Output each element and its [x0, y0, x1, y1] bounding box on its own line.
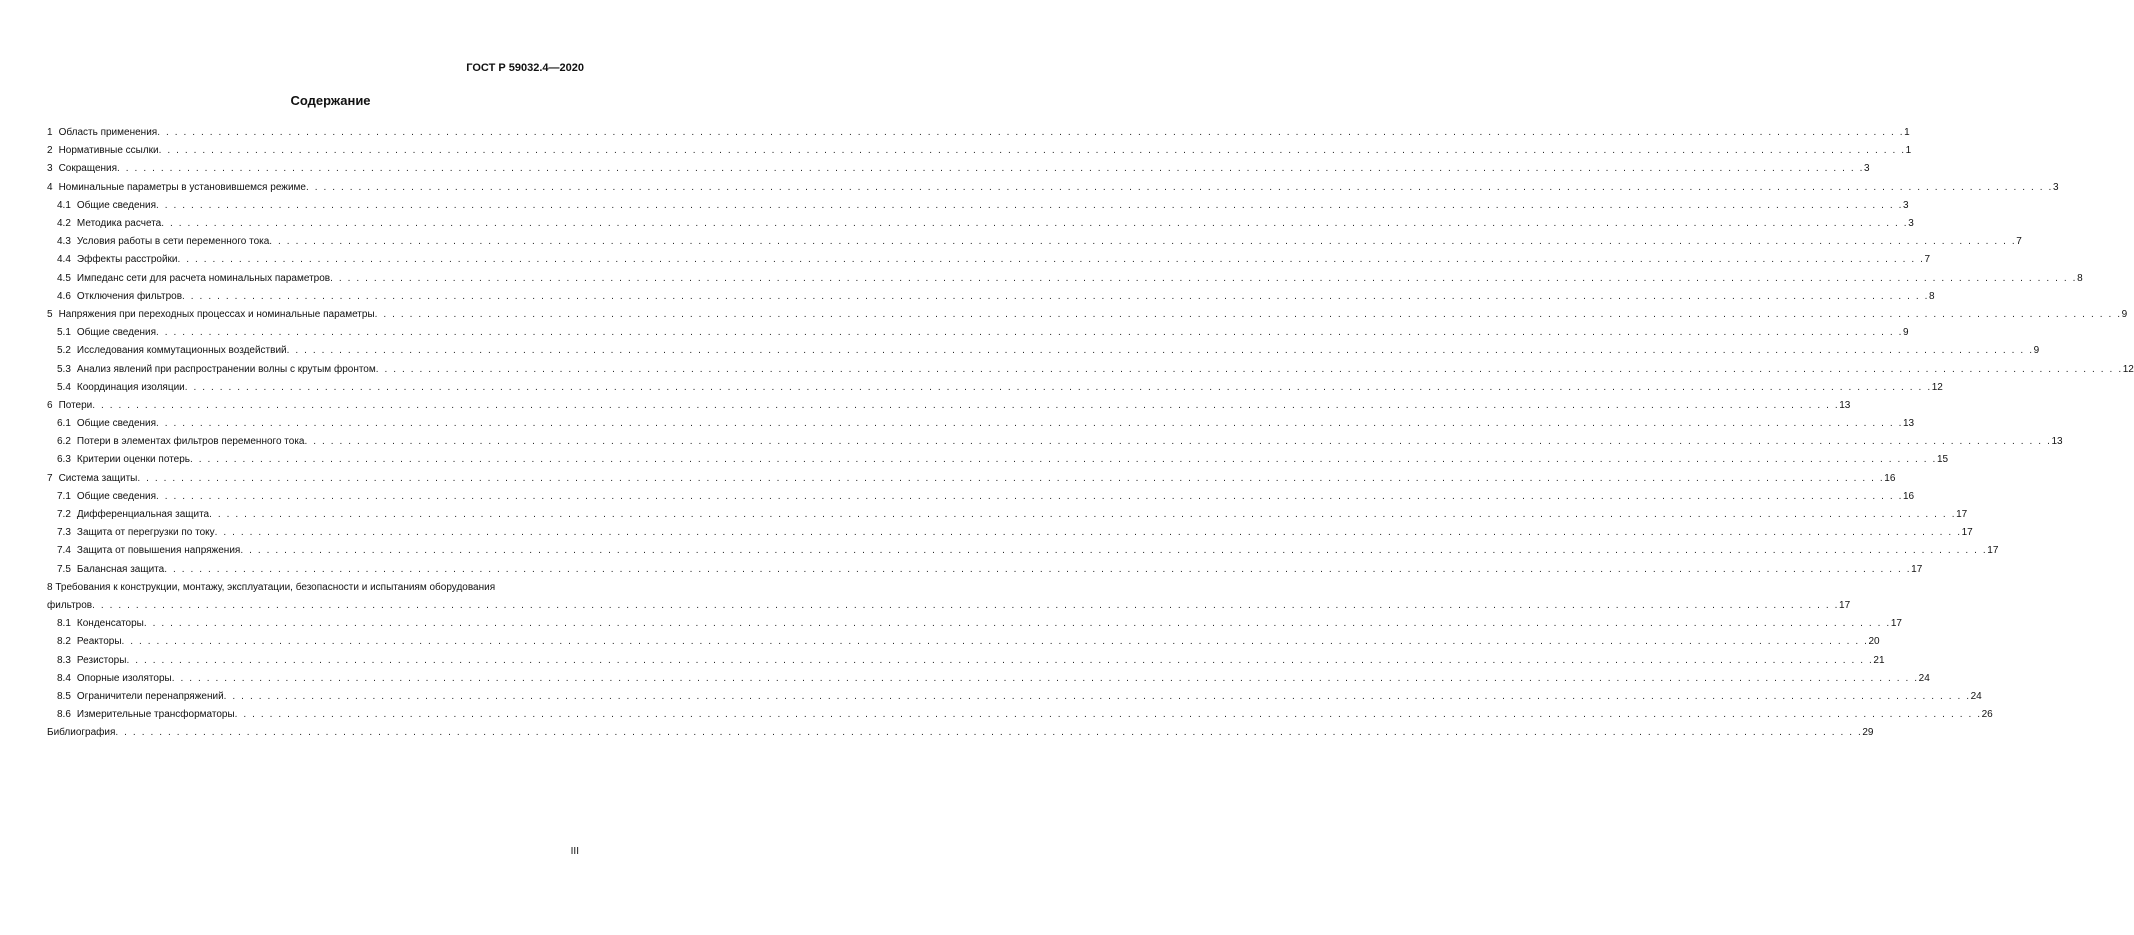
toc-entry-label: Общие сведения — [76, 199, 157, 211]
toc-entry-number: 8.4 — [57, 672, 71, 684]
toc-leader-dots: . . . . . . . . . . . . . . . . . . . . . . . . . . . . . . . . . . . . . . . . . . . . . . . . . . . . . . . . . . . . . . . . . . . . . . . . . . . . . . . . . . . . . . . . . . . . . . . . . . . . . . . . . . . . . . . . . . . . . . . . . . . . . . . . . . . . . . . . . . . . . . . . . . . . . . . . . . . . . . . . . . . . . . . . . . . . . . . . . . . . . . . . . . . . . . . . . . . . . . . . — [126, 654, 1874, 666]
toc-entry-page: 9 — [1902, 327, 1909, 339]
toc-entry[interactable] — [47, 270, 2083, 288]
toc-entry-number: 2 — [47, 145, 53, 157]
toc-entry-label: Область применения — [58, 127, 158, 139]
toc-leader-dots: . . . . . . . . . . . . . . . . . . . . . . . . . . . . . . . . . . . . . . . . . . . . . . . . . . . . . . . . . . . . . . . . . . . . . . . . . . . . . . . . . . . . . . . . . . . . . . . . . . . . . . . . . . . . . . . . . . . . . . . . . . . . . . . . . . . . . . . . . . . . . . . . . . . . . . . . . . . . . . . . . . . . . . . . . . . . . . . . . . . . . . . . . . . . . . . . . . . . . . . . — [121, 636, 1869, 648]
toc-entry[interactable] — [47, 506, 1968, 524]
toc-leader-dots: . . . . . . . . . . . . . . . . . . . . . . . . . . . . . . . . . . . . . . . . . . . . . . . . . . . . . . . . . . . . . . . . . . . . . . . . . . . . . . . . . . . . . . . . . . . . . . . . . . . . . . . . . . . . . . . . . . . . . . . . . . . . . . . . . . . . . . . . . . . . . . . . . . . . . . . . . . . . . . . . . . . . . . . . . . . . . . . . . . . . . . . . . . . . . . . . . . . . . . . . — [305, 181, 2053, 193]
toc-leader-dots: . . . . . . . . . . . . . . . . . . . . . . . . . . . . . . . . . . . . . . . . . . . . . . . . . . . . . . . . . . . . . . . . . . . . . . . . . . . . . . . . . . . . . . . . . . . . . . . . . . . . . . . . . . . . . . . . . . . . . . . . . . . . . . . . . . . . . . . . . . . . . . . . . . . . . . . . . . . . . . . . . . . . . . . . . . . . . . . . . . . . . . . . . . . . . . . . . . . . . . . . — [286, 345, 2034, 357]
toc-entry[interactable] — [47, 542, 1999, 560]
toc-entry-label: Сокращения — [58, 163, 118, 175]
toc-entry-number: 7.3 — [57, 527, 71, 539]
toc-entry-label: Методика расчета — [76, 218, 162, 230]
toc-leader-dots: . . . . . . . . . . . . . . . . . . . . . . . . . . . . . . . . . . . . . . . . . . . . . . . . . . . . . . . . . . . . . . . . . . . . . . . . . . . . . . . . . . . . . . . . . . . . . . . . . . . . . . . . . . . . . . . . . . . . . . . . . . . . . . . . . . . . . . . . . . . . . . . . . . . . . . . . . . . . . . . . . . . . . . . . . . . . . . . . . . . . . . . . . . . . . . . . . . . . . . . . — [330, 272, 2078, 284]
toc-entry-page: 17 — [1961, 527, 1973, 539]
toc-entry-page: 16 — [1902, 490, 1915, 502]
toc-entry-number: 4.2 — [57, 218, 71, 230]
toc-entry-label: Анализ явлений при распространении волны с крутым фронтом — [76, 363, 376, 375]
toc-entry-label: Потери — [58, 399, 93, 411]
toc-entry-number: 7.5 — [57, 563, 71, 575]
page-number: III — [570, 846, 579, 857]
toc-entry[interactable] — [47, 215, 1914, 233]
toc-entry[interactable] — [47, 615, 1902, 633]
toc-entry-label: Нормативные ссылки — [58, 145, 159, 157]
toc-leader-dots: . . . . . . . . . . . . . . . . . . . . . . . . . . . . . . . . . . . . . . . . . . . . . . . . . . . . . . . . . . . . . . . . . . . . . . . . . . . . . . . . . . . . . . . . . . . . . . . . . . . . . . . . . . . . . . . . . . . . . . . . . . . . . . . . . . . . . . . . . . . . . . . . . . . . . . . . . . . . . . . . . . . . . . . . . . . . . . . . . . . . . . . . . . . . . . . . . . . . . . . . — [161, 218, 1909, 230]
toc-entry-label: Общие сведения — [76, 490, 157, 502]
toc-leader-dots: . . . . . . . . . . . . . . . . . . . . . . . . . . . . . . . . . . . . . . . . . . . . . . . . . . . . . . . . . . . . . . . . . . . . . . . . . . . . . . . . . . . . . . . . . . . . . . . . . . . . . . . . . . . . . . . . . . . . . . . . . . . . . . . . . . . . . . . . . . . . . . . . . . . . . . . . . . . . . . . . . . . . . . . . . . . . . . . . . . . . . . . . . . . . . . . . . . . . . . . . — [117, 163, 1864, 175]
toc-leader-dots: . . . . . . . . . . . . . . . . . . . . . . . . . . . . . . . . . . . . . . . . . . . . . . . . . . . . . . . . . . . . . . . . . . . . . . . . . . . . . . . . . . . . . . . . . . . . . . . . . . . . . . . . . . . . . . . . . . . . . . . . . . . . . . . . . . . . . . . . . . . . . . . . . . . . . . . . . . . . . . . . . . . . . . . . . . . . . . . . . . . . . . . . . . . . . . . . . . . . . . . . — [92, 599, 1840, 611]
toc-entry-label: Требования к конструкции, монтажу, эксплуатации, безопасности и испытаниям оборудования — [55, 581, 496, 593]
toc-entry-label: Условия работы в сети переменного тока — [76, 236, 270, 248]
toc-entry[interactable] — [47, 360, 2134, 378]
toc-entry[interactable] — [47, 433, 2063, 451]
toc-entry-label: Эффекты расстройки — [76, 254, 178, 266]
toc-entry[interactable] — [47, 379, 1943, 397]
document-code: ГОСТ Р 59032.4—2020 — [466, 62, 584, 74]
toc-entry-number: 7.4 — [57, 545, 71, 557]
toc-entry-number: 5 — [47, 308, 53, 320]
toc-entry[interactable] — [47, 251, 1931, 269]
toc-leader-dots: . . . . . . . . . . . . . . . . . . . . . . . . . . . . . . . . . . . . . . . . . . . . . . . . . . . . . . . . . . . . . . . . . . . . . . . . . . . . . . . . . . . . . . . . . . . . . . . . . . . . . . . . . . . . . . . . . . . . . . . . . . . . . . . . . . . . . . . . . . . . . . . . . . . . . . . . . . . . . . . . . . . . . . . . . . . . . . . . . . . . . . . . . . . . . . . . . . . . . . . . — [214, 527, 1962, 539]
toc-entry-label: Номинальные параметры в установившемся режиме — [58, 181, 306, 193]
toc-entry-page: 13 — [1902, 418, 1915, 430]
toc-entry[interactable] — [47, 197, 1909, 215]
toc-entry[interactable] — [47, 706, 1993, 724]
toc-leader-dots: . . . . . . . . . . . . . . . . . . . . . . . . . . . . . . . . . . . . . . . . . . . . . . . . . . . . . . . . . . . . . . . . . . . . . . . . . . . . . . . . . . . . . . . . . . . . . . . . . . . . . . . . . . . . . . . . . . . . . . . . . . . . . . . . . . . . . . . . . . . . . . . . . . . . . . . . . . . . . . . . . . . . . . . . . . . . . . . . . . . . . . . . . . . . . . . . . . . . . . . . — [269, 236, 2017, 248]
toc-entry-page: 15 — [1936, 454, 1949, 466]
toc-entry[interactable] — [47, 124, 1910, 142]
toc-entry-number: 1 — [47, 127, 53, 139]
page-title: Содержание — [290, 93, 371, 108]
toc-leader-dots: . . . . . . . . . . . . . . . . . . . . . . . . . . . . . . . . . . . . . . . . . . . . . . . . . . . . . . . . . . . . . . . . . . . . . . . . . . . . . . . . . . . . . . . . . . . . . . . . . . . . . . . . . . . . . . . . . . . . . . . . . . . . . . . . . . . . . . . . . . . . . . . . . . . . . . . . . . . . . . . . . . . . . . . . . . . . . . . . . . . . . . . . . . . . . . . . . . . . . . . . — [182, 290, 1929, 302]
toc-entry-page: 17 — [1911, 563, 1923, 575]
toc-leader-dots: . . . . . . . . . . . . . . . . . . . . . . . . . . . . . . . . . . . . . . . . . . . . . . . . . . . . . . . . . . . . . . . . . . . . . . . . . . . . . . . . . . . . . . . . . . . . . . . . . . . . . . . . . . . . . . . . . . . . . . . . . . . . . . . . . . . . . . . . . . . . . . . . . . . . . . . . . . . . . . . . . . . . . . . . . . . . . . . . . . . . . . . . . . . . . . . . . . . . . . . . — [209, 509, 1957, 521]
toc-entry[interactable] — [47, 306, 2128, 324]
toc-entry[interactable] — [47, 324, 1909, 342]
toc-entry-page: 3 — [1864, 163, 1870, 175]
toc-entry-label: Измерительные трансформаторы — [76, 709, 235, 721]
toc-leader-dots: . . . . . . . . . . . . . . . . . . . . . . . . . . . . . . . . . . . . . . . . . . . . . . . . . . . . . . . . . . . . . . . . . . . . . . . . . . . . . . . . . . . . . . . . . . . . . . . . . . . . . . . . . . . . . . . . . . . . . . . . . . . . . . . . . . . . . . . . . . . . . . . . . . . . . . . . . . . . . . . . . . . . . . . . . . . . . . . . . . . . . . . . . . . . . . . . . . . . . . . . — [115, 727, 1863, 739]
toc-entry-page: 13 — [2051, 436, 2063, 448]
toc-entry-page: 8 — [2077, 272, 2083, 284]
toc-entry-page: 20 — [1868, 636, 1880, 648]
toc-entry-number: 3 — [47, 163, 53, 175]
toc-entry-label: Дифференциальная защита — [76, 509, 210, 521]
toc-leader-dots: . . . . . . . . . . . . . . . . . . . . . . . . . . . . . . . . . . . . . . . . . . . . . . . . . . . . . . . . . . . . . . . . . . . . . . . . . . . . . . . . . . . . . . . . . . . . . . . . . . . . . . . . . . . . . . . . . . . . . . . . . . . . . . . . . . . . . . . . . . . . . . . . . . . . . . . . . . . . . . . . . . . . . . . . . . . . . . . . . . . . . . . . . . . . . . . . . . . . . . . . — [156, 490, 1903, 502]
toc-leader-dots: . . . . . . . . . . . . . . . . . . . . . . . . . . . . . . . . . . . . . . . . . . . . . . . . . . . . . . . . . . . . . . . . . . . . . . . . . . . . . . . . . . . . . . . . . . . . . . . . . . . . . . . . . . . . . . . . . . . . . . . . . . . . . . . . . . . . . . . . . . . . . . . . . . . . . . . . . . . . . . . . . . . . . . . . . . . . . . . . . . . . . . . . . . . . . . . . . . . . . . . . — [137, 472, 1885, 484]
toc-entry-number: 5.2 — [57, 345, 71, 357]
toc-entry-page: 9 — [2121, 308, 2128, 320]
toc-entry[interactable] — [47, 288, 1935, 306]
toc-entry-page: 16 — [1884, 472, 1896, 484]
toc-entry[interactable] — [47, 633, 1880, 651]
toc-entry-number: 7 — [47, 472, 53, 484]
toc-entry[interactable] — [47, 597, 1851, 615]
toc-entry[interactable] — [47, 488, 1915, 506]
toc-leader-dots: . . . . . . . . . . . . . . . . . . . . . . . . . . . . . . . . . . . . . . . . . . . . . . . . . . . . . . . . . . . . . . . . . . . . . . . . . . . . . . . . . . . . . . . . . . . . . . . . . . . . . . . . . . . . . . . . . . . . . . . . . . . . . . . . . . . . . . . . . . . . . . . . . . . . . . . . . . . . . . . . . . . . . . . . . . . . . . . . . . . . . . . . . . . . . . . . . . . . . . . . — [304, 436, 2052, 448]
toc-entry-label: Защита от перегрузки по току — [76, 527, 215, 539]
toc-entry[interactable] — [47, 561, 1923, 579]
toc-entry-number: 4.3 — [57, 236, 71, 248]
toc-entry-label: Конденсаторы — [76, 618, 144, 630]
toc-entry-label: Ограничители перенапряжений — [76, 690, 224, 702]
toc-entry-label: Напряжения при переходных процессах и номинальные параметры — [58, 308, 375, 320]
toc-entry-number: 7.1 — [57, 490, 71, 502]
toc-leader-dots: . . . . . . . . . . . . . . . . . . . . . . . . . . . . . . . . . . . . . . . . . . . . . . . . . . . . . . . . . . . . . . . . . . . . . . . . . . . . . . . . . . . . . . . . . . . . . . . . . . . . . . . . . . . . . . . . . . . . . . . . . . . . . . . . . . . . . . . . . . . . . . . . . . . . . . . . . . . . . . . . . . . . . . . . . . . . . . . . . . . . . . . . . . . . . . . . . . . . . . . . — [184, 381, 1932, 393]
toc-entry[interactable] — [47, 724, 1874, 742]
toc-entry-page: 17 — [1956, 509, 1968, 521]
toc-leader-dots: . . . . . . . . . . . . . . . . . . . . . . . . . . . . . . . . . . . . . . . . . . . . . . . . . . . . . . . . . . . . . . . . . . . . . . . . . . . . . . . . . . . . . . . . . . . . . . . . . . . . . . . . . . . . . . . . . . . . . . . . . . . . . . . . . . . . . . . . . . . . . . . . . . . . . . . . . . . . . . . . . . . . . . . . . . . . . . . . . . . . . . . . . . . . . . . . . . . . . . . . — [157, 127, 1905, 139]
toc-entry-number: 6.2 — [57, 436, 71, 448]
toc-entry[interactable] — [47, 415, 1915, 433]
toc-entry-label: Защита от повышения напряжения — [76, 545, 241, 557]
toc-entry-label: Потери в элементах фильтров переменного тока — [76, 436, 305, 448]
toc-entry-page: 7 — [1924, 254, 1931, 266]
toc-entry-page: 3 — [1908, 218, 1914, 230]
toc-entry-number: 7.2 — [57, 509, 71, 521]
toc-entry-label: Балансная защита — [76, 563, 165, 575]
toc-entry-page: 12 — [2122, 363, 2134, 375]
toc-entry-page: 17 — [1890, 618, 1902, 630]
toc-leader-dots: . . . . . . . . . . . . . . . . . . . . . . . . . . . . . . . . . . . . . . . . . . . . . . . . . . . . . . . . . . . . . . . . . . . . . . . . . . . . . . . . . . . . . . . . . . . . . . . . . . . . . . . . . . . . . . . . . . . . . . . . . . . . . . . . . . . . . . . . . . . . . . . . . . . . . . . . . . . . . . . . . . . . . . . . . . . . . . . . . . . . . . . . . . . . . . . . . . . . . . . . — [171, 672, 1919, 684]
toc-entry-text[interactable] — [47, 579, 577, 597]
toc-entry-page: 12 — [1931, 381, 1943, 393]
toc-entry-page: 26 — [1981, 709, 1993, 721]
toc-entry[interactable] — [47, 142, 1912, 160]
toc-entry-number: 8.5 — [57, 690, 71, 702]
toc-entry[interactable] — [47, 524, 1973, 542]
toc-leader-dots: . . . . . . . . . . . . . . . . . . . . . . . . . . . . . . . . . . . . . . . . . . . . . . . . . . . . . . . . . . . . . . . . . . . . . . . . . . . . . . . . . . . . . . . . . . . . . . . . . . . . . . . . . . . . . . . . . . . . . . . . . . . . . . . . . . . . . . . . . . . . . . . . . . . . . . . . . . . . . . . . . . . . . . . . . . . . . . . . . . . . . . . . . . . . . . . . . . . . . . . . — [375, 363, 2123, 375]
toc-entry-label: Отключения фильтров — [76, 290, 183, 302]
toc-entry-number: 6.1 — [57, 418, 71, 430]
toc-entry[interactable] — [47, 451, 1949, 469]
toc-entry-label: Импеданс сети для расчета номинальных параметров — [76, 272, 331, 284]
toc-entry-label-continued: фильтров — [47, 599, 93, 611]
toc-entry-page: 9 — [2033, 345, 2040, 357]
toc-entry[interactable] — [47, 342, 2040, 360]
toc-entry-label: Общие сведения — [76, 327, 157, 339]
toc-entry-page: 3 — [2052, 181, 2059, 193]
toc-entry-page: 17 — [1987, 545, 1999, 557]
toc-entry-label: Реакторы — [76, 636, 122, 648]
toc-leader-dots: . . . . . . . . . . . . . . . . . . . . . . . . . . . . . . . . . . . . . . . . . . . . . . . . . . . . . . . . . . . . . . . . . . . . . . . . . . . . . . . . . . . . . . . . . . . . . . . . . . . . . . . . . . . . . . . . . . . . . . . . . . . . . . . . . . . . . . . . . . . . . . . . . . . . . . . . . . . . . . . . . . . . . . . . . . . . . . . . . . . . . . . . . . . . . . . . . . . . . . . . — [189, 454, 1937, 466]
toc-entry-label: Опорные изоляторы — [76, 672, 172, 684]
toc-entry-label: Резисторы — [76, 654, 127, 666]
toc-entry-page: 3 — [1902, 199, 1909, 211]
toc-entry-number: 4.1 — [57, 199, 71, 211]
toc-entry-page: 1 — [1904, 127, 1910, 139]
toc-entry-label: Координация изоляции — [76, 381, 185, 393]
toc-leader-dots: . . . . . . . . . . . . . . . . . . . . . . . . . . . . . . . . . . . . . . . . . . . . . . . . . . . . . . . . . . . . . . . . . . . . . . . . . . . . . . . . . . . . . . . . . . . . . . . . . . . . . . . . . . . . . . . . . . . . . . . . . . . . . . . . . . . . . . . . . . . . . . . . . . . . . . . . . . . . . . . . . . . . . . . . . . . . . . . . . . . . . . . . . . . . . . . . . . . . . . . . — [234, 709, 1982, 721]
toc-entry-number: 8 — [47, 581, 53, 593]
toc-leader-dots: . . . . . . . . . . . . . . . . . . . . . . . . . . . . . . . . . . . . . . . . . . . . . . . . . . . . . . . . . . . . . . . . . . . . . . . . . . . . . . . . . . . . . . . . . . . . . . . . . . . . . . . . . . . . . . . . . . . . . . . . . . . . . . . . . . . . . . . . . . . . . . . . . . . . . . . . . . . . . . . . . . . . . . . . . . . . . . . . . . . . . . . . . . . . . . . . . . . . . . . . — [156, 418, 1903, 430]
toc-entry-page: 1 — [1905, 145, 1912, 157]
toc-entry-number: 4.4 — [57, 254, 71, 266]
toc-entry-page: 17 — [1839, 599, 1851, 611]
toc-leader-dots: . . . . . . . . . . . . . . . . . . . . . . . . . . . . . . . . . . . . . . . . . . . . . . . . . . . . . . . . . . . . . . . . . . . . . . . . . . . . . . . . . . . . . . . . . . . . . . . . . . . . . . . . . . . . . . . . . . . . . . . . . . . . . . . . . . . . . . . . . . . . . . . . . . . . . . . . . . . . . . . . . . . . . . . . . . . . . . . . . . . . . . . . . . . . . . . . . . . . . . . . — [240, 545, 1988, 557]
toc-leader-dots: . . . . . . . . . . . . . . . . . . . . . . . . . . . . . . . . . . . . . . . . . . . . . . . . . . . . . . . . . . . . . . . . . . . . . . . . . . . . . . . . . . . . . . . . . . . . . . . . . . . . . . . . . . . . . . . . . . . . . . . . . . . . . . . . . . . . . . . . . . . . . . . . . . . . . . . . . . . . . . . . . . . . . . . . . . . . . . . . . . . . . . . . . . . . . . . . . . . . . . . . — [156, 327, 1903, 339]
toc-entry-number: 5.3 — [57, 363, 71, 375]
toc-entry-number: 8.1 — [57, 618, 71, 630]
table-of-contents — [47, 124, 2134, 742]
toc-entry-number: 8.3 — [57, 654, 71, 666]
toc-entry-page: 13 — [1839, 399, 1851, 411]
toc-entry-label: Библиография — [47, 727, 116, 739]
toc-entry[interactable] — [47, 160, 1870, 178]
toc-entry-label: Критерии оценки потерь — [76, 454, 190, 466]
toc-entry-page: 29 — [1862, 727, 1874, 739]
toc-entry-page: 24 — [1918, 672, 1930, 684]
toc-entry-page: 24 — [1970, 690, 1982, 702]
toc-entry[interactable] — [47, 233, 2022, 251]
toc-entry-number: 6 — [47, 399, 53, 411]
toc-entry[interactable] — [47, 397, 1851, 415]
toc-entry-number: 4.5 — [57, 272, 71, 284]
toc-leader-dots: . . . . . . . . . . . . . . . . . . . . . . . . . . . . . . . . . . . . . . . . . . . . . . . . . . . . . . . . . . . . . . . . . . . . . . . . . . . . . . . . . . . . . . . . . . . . . . . . . . . . . . . . . . . . . . . . . . . . . . . . . . . . . . . . . . . . . . . . . . . . . . . . . . . . . . . . . . . . . . . . . . . . . . . . . . . . . . . . . . . . . . . . . . . . . . . . . . . . . . . . — [164, 563, 1912, 575]
toc-entry-number: 5.1 — [57, 327, 71, 339]
toc-leader-dots: . . . . . . . . . . . . . . . . . . . . . . . . . . . . . . . . . . . . . . . . . . . . . . . . . . . . . . . . . . . . . . . . . . . . . . . . . . . . . . . . . . . . . . . . . . . . . . . . . . . . . . . . . . . . . . . . . . . . . . . . . . . . . . . . . . . . . . . . . . . . . . . . . . . . . . . . . . . . . . . . . . . . . . . . . . . . . . . . . . . . . . . . . . . . . . . . . . . . . . . . — [92, 399, 1840, 411]
toc-entry-label: Общие сведения — [76, 418, 157, 430]
toc-entry-page: 7 — [2016, 236, 2022, 248]
toc-entry-number: 8.2 — [57, 636, 71, 648]
toc-entry-number: 4 — [47, 181, 53, 193]
toc-entry-number: 6.3 — [57, 454, 71, 466]
toc-entry-page: 8 — [1929, 290, 1935, 302]
toc-leader-dots: . . . . . . . . . . . . . . . . . . . . . . . . . . . . . . . . . . . . . . . . . . . . . . . . . . . . . . . . . . . . . . . . . . . . . . . . . . . . . . . . . . . . . . . . . . . . . . . . . . . . . . . . . . . . . . . . . . . . . . . . . . . . . . . . . . . . . . . . . . . . . . . . . . . . . . . . . . . . . . . . . . . . . . . . . . . . . . . . . . . . . . . . . . . . . . . . . . . . . . . . — [177, 254, 1925, 266]
toc-leader-dots: . . . . . . . . . . . . . . . . . . . . . . . . . . . . . . . . . . . . . . . . . . . . . . . . . . . . . . . . . . . . . . . . . . . . . . . . . . . . . . . . . . . . . . . . . . . . . . . . . . . . . . . . . . . . . . . . . . . . . . . . . . . . . . . . . . . . . . . . . . . . . . . . . . . . . . . . . . . . . . . . . . . . . . . . . . . . . . . . . . . . . . . . . . . . . . . . . . . . . . . . — [143, 618, 1891, 630]
toc-entry[interactable] — [47, 651, 1885, 669]
toc-leader-dots: . . . . . . . . . . . . . . . . . . . . . . . . . . . . . . . . . . . . . . . . . . . . . . . . . . . . . . . . . . . . . . . . . . . . . . . . . . . . . . . . . . . . . . . . . . . . . . . . . . . . . . . . . . . . . . . . . . . . . . . . . . . . . . . . . . . . . . . . . . . . . . . . . . . . . . . . . . . . . . . . . . . . . . . . . . . . . . . . . . . . . . . . . . . . . . . . . . . . . . . . — [158, 145, 1906, 157]
toc-entry[interactable] — [47, 470, 1896, 488]
toc-leader-dots: . . . . . . . . . . . . . . . . . . . . . . . . . . . . . . . . . . . . . . . . . . . . . . . . . . . . . . . . . . . . . . . . . . . . . . . . . . . . . . . . . . . . . . . . . . . . . . . . . . . . . . . . . . . . . . . . . . . . . . . . . . . . . . . . . . . . . . . . . . . . . . . . . . . . . . . . . . . . . . . . . . . . . . . . . . . . . . . . . . . . . . . . . . . . . . . . . . . . . . . . — [156, 199, 1903, 211]
toc-entry-number: 5.4 — [57, 381, 71, 393]
toc-entry-label: Система защиты — [58, 472, 138, 484]
toc-entry-label: Исследования коммутационных воздействий — [76, 345, 287, 357]
toc-entry[interactable] — [47, 179, 2059, 197]
toc-entry[interactable] — [47, 670, 1930, 688]
toc-leader-dots: . . . . . . . . . . . . . . . . . . . . . . . . . . . . . . . . . . . . . . . . . . . . . . . . . . . . . . . . . . . . . . . . . . . . . . . . . . . . . . . . . . . . . . . . . . . . . . . . . . . . . . . . . . . . . . . . . . . . . . . . . . . . . . . . . . . . . . . . . . . . . . . . . . . . . . . . . . . . . . . . . . . . . . . . . . . . . . . . . . . . . . . . . . . . . . . . . . . . . . . . — [223, 690, 1971, 702]
toc-entry-page: 21 — [1873, 654, 1885, 666]
toc-leader-dots: . . . . . . . . . . . . . . . . . . . . . . . . . . . . . . . . . . . . . . . . . . . . . . . . . . . . . . . . . . . . . . . . . . . . . . . . . . . . . . . . . . . . . . . . . . . . . . . . . . . . . . . . . . . . . . . . . . . . . . . . . . . . . . . . . . . . . . . . . . . . . . . . . . . . . . . . . . . . . . . . . . . . . . . . . . . . . . . . . . . . . . . . . . . . . . . . . . . . . . . . — [374, 308, 2122, 320]
toc-entry-number: 8.6 — [57, 709, 71, 721]
toc-entry[interactable] — [47, 688, 1982, 706]
toc-entry-number: 4.6 — [57, 290, 71, 302]
